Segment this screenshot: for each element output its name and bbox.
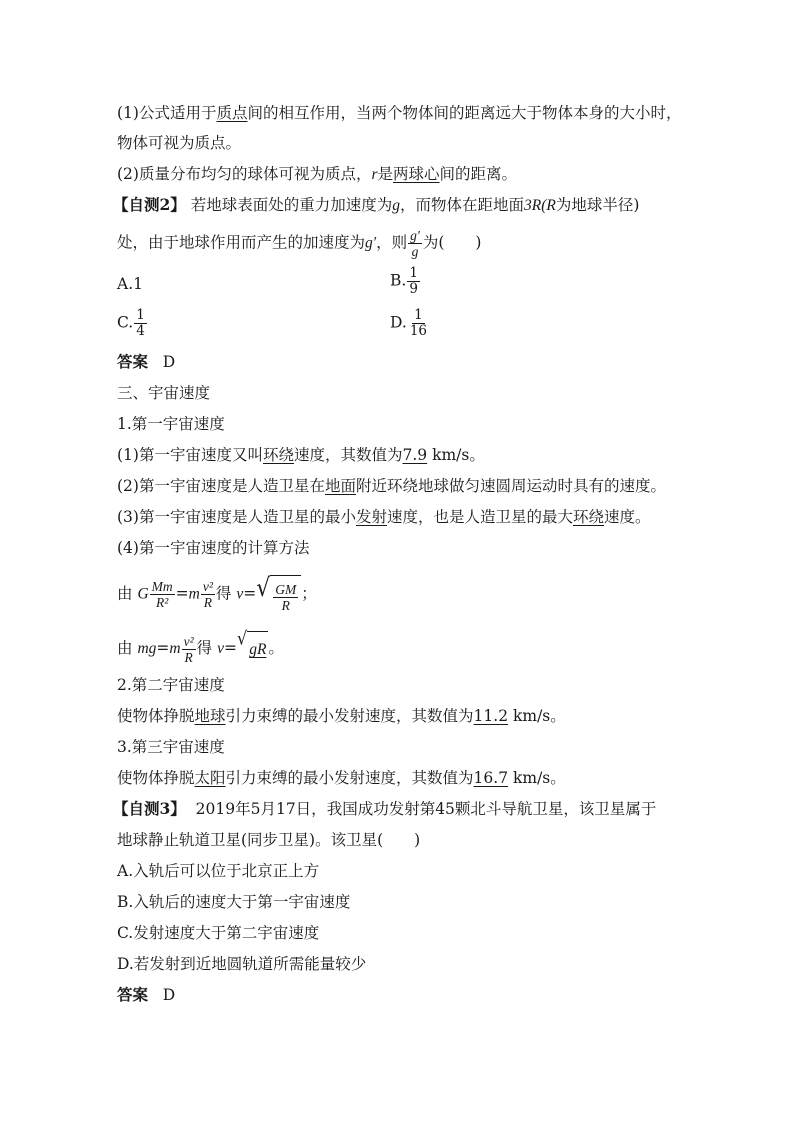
blank-answer: 地球: [194, 707, 226, 725]
answer-value: D: [162, 986, 176, 1004]
option-label: D.: [390, 313, 407, 332]
option-fraction: [408, 308, 429, 339]
heading: 1.第一宇宙速度: [117, 415, 225, 433]
text: (3)第一宇宙速度是人造卫星的最小: [117, 508, 356, 526]
radical-sign: √: [237, 627, 248, 649]
variable-g-prime: g′: [365, 234, 377, 252]
fraction-numerator: 1: [414, 307, 423, 323]
variable-v: v: [236, 585, 244, 603]
blank-answer: 太阳: [194, 769, 226, 787]
equals: =: [224, 639, 237, 657]
answer-label: 答案: [117, 985, 149, 1004]
fraction-numerator: GM: [275, 581, 297, 597]
paragraph-p6: [117, 768, 566, 788]
paragraph-1: [117, 103, 682, 123]
equals: =: [156, 639, 170, 657]
fraction-numerator: g′: [410, 228, 420, 243]
fraction-numerator: 1: [409, 265, 418, 281]
radical-sign: √: [256, 574, 271, 604]
expr-3r: 3R(R: [524, 197, 556, 214]
blank-answer: 7.9: [402, 446, 428, 464]
paragraph-2: [117, 164, 517, 185]
heading: 3.第三宇宙速度: [117, 738, 225, 756]
fraction-denominator: R: [203, 595, 212, 610]
unit: km/s。: [513, 707, 566, 725]
formula-2: [117, 627, 284, 668]
variable-m: m: [188, 585, 200, 603]
variable-v: v: [217, 640, 224, 657]
text: 若地球表面处的重力加速度为: [190, 196, 393, 214]
option-a: [117, 274, 143, 294]
fraction-denominator: R²: [156, 595, 169, 610]
question-tag: 【自测3】: [113, 799, 186, 818]
blank-answer: 发射: [355, 508, 387, 526]
option-a: [117, 861, 319, 881]
fraction-numerator: 1: [136, 307, 145, 323]
fraction-denominator: g: [411, 244, 419, 259]
option-text: C.发射速度大于第二宇宙速度: [117, 924, 320, 942]
paragraph-1-cont: [117, 133, 241, 153]
text: 为( ): [422, 233, 482, 252]
text: 引力束缚的最小发射速度，其数值为: [225, 769, 474, 787]
answer-value: D: [162, 353, 176, 371]
fraction-v2-R: [201, 579, 215, 610]
variable-G: G: [137, 585, 149, 603]
variable-mg: mg: [137, 640, 157, 657]
question-2-line-2: [117, 228, 481, 259]
fraction-denominator: 4: [136, 323, 145, 339]
option-d: [390, 308, 430, 339]
section-title: [117, 383, 210, 403]
text: 使物体挣脱: [117, 769, 195, 787]
text: 2019年5月17日，我国成功发射第45颗北斗导航卫星，该卫星属于: [195, 800, 657, 818]
option-label: C.: [117, 313, 134, 332]
text: 。: [268, 639, 284, 657]
question-tag: 【自测2】: [113, 195, 186, 214]
paragraph-p3: [117, 507, 651, 527]
option-text: A.1: [117, 275, 143, 293]
subsection-2: [117, 675, 225, 695]
subsection-1: [117, 414, 225, 434]
option-text: A.入轨后可以位于北京正上方: [117, 862, 320, 880]
text: 间的距离。: [439, 165, 518, 183]
equals: =: [243, 584, 257, 603]
text: 附近环绕地球做匀速圆周运动时具有的速度。: [355, 477, 666, 495]
fraction-denominator: R: [281, 597, 290, 613]
heading: 2.第二宇宙速度: [117, 676, 225, 694]
text: 处，由于地球作用而产生的加速度为: [117, 233, 366, 252]
fraction-Mm-R2: [150, 579, 175, 610]
paragraph-p2: [117, 476, 666, 496]
fraction-GM-R: [273, 582, 298, 613]
text: 物体可视为质点。: [117, 134, 242, 152]
text: 由: [117, 584, 133, 603]
blank-answer: 地面: [324, 477, 356, 495]
unit: km/s。: [513, 769, 566, 787]
unit: km/s。: [432, 446, 485, 464]
blank-answer: 质点: [216, 104, 248, 122]
text: 得: [215, 584, 232, 603]
text: 得: [196, 639, 213, 657]
blank-answer: 16.7: [473, 769, 509, 787]
fraction-denominator: 9: [409, 281, 418, 297]
answer-2: [117, 352, 175, 372]
option-text: B.入轨后的速度大于第一宇宙速度: [117, 893, 351, 911]
variable-m: m: [169, 640, 181, 657]
fraction-numerator: Mm: [151, 579, 173, 594]
option-c: [117, 308, 148, 339]
sqrt-GM-R: [256, 573, 301, 616]
fraction-numerator: v²: [183, 633, 194, 649]
text: ，则: [376, 233, 408, 252]
text: 为地球半径): [555, 196, 640, 214]
option-fraction: [134, 308, 147, 339]
paragraph-p4: [117, 538, 309, 558]
text: 间的相互作用，当两个物体间的距离远大于物体本身的大小时，: [247, 104, 682, 122]
question-3: [113, 799, 656, 819]
sqrt-gR: [237, 627, 268, 668]
variable-r: r: [371, 166, 378, 183]
formula-1: [117, 573, 317, 616]
blank-answer: 环绕: [573, 508, 605, 526]
answer-3: [117, 985, 175, 1005]
option-text: D.若发射到近地圆轨道所需能量较少: [117, 955, 367, 973]
text: 速度，也是人造卫星的最大: [386, 508, 573, 526]
option-b: [117, 892, 350, 912]
fraction-numerator: v²: [202, 579, 213, 594]
text: 使物体挣脱: [117, 707, 195, 725]
option-d: [117, 954, 366, 974]
paragraph-p5: [117, 706, 566, 726]
option-fraction: [407, 266, 420, 297]
paragraph-p1: [117, 445, 485, 465]
text: 引力束缚的最小发射速度，其数值为: [225, 707, 474, 725]
radicand: gR: [247, 631, 268, 668]
text: (1)第一宇宙速度又叫: [117, 446, 263, 464]
option-label: B.: [390, 271, 407, 290]
blank-answer: 两球心: [393, 165, 440, 183]
text: 是: [377, 165, 394, 183]
fraction-denominator: R: [184, 649, 193, 665]
text: (2)第一宇宙速度是人造卫星在: [117, 477, 325, 495]
text: 由: [117, 639, 133, 657]
text: (2)质量分布均匀的球体可视为质点，: [117, 165, 372, 183]
text: (4)第一宇宙速度的计算方法: [117, 539, 310, 557]
subsection-3: [117, 737, 225, 757]
blank-answer: 11.2: [473, 707, 509, 725]
answer-label: 答案: [117, 352, 149, 371]
option-c: [117, 923, 319, 943]
variable-g: g: [392, 197, 400, 214]
question-2: [113, 195, 639, 216]
fraction-denominator: 16: [409, 323, 427, 339]
fraction-g-ratio: [408, 228, 422, 259]
question-3-line-2: [117, 830, 420, 850]
equals: =: [175, 584, 189, 603]
text: 地球静止轨道卫星(同步卫星)。该卫星( ): [117, 831, 421, 849]
text: 速度，其数值为: [293, 446, 403, 464]
heading: 三、宇宙速度: [117, 384, 211, 402]
text: ；: [301, 584, 317, 603]
fraction-v2-R: [182, 634, 196, 665]
text: (1)公式适用于: [117, 104, 217, 122]
text: 速度。: [604, 508, 651, 526]
text: ，而物体在距地面: [400, 196, 525, 214]
option-b: [390, 266, 421, 297]
blank-answer: 环绕: [262, 446, 294, 464]
